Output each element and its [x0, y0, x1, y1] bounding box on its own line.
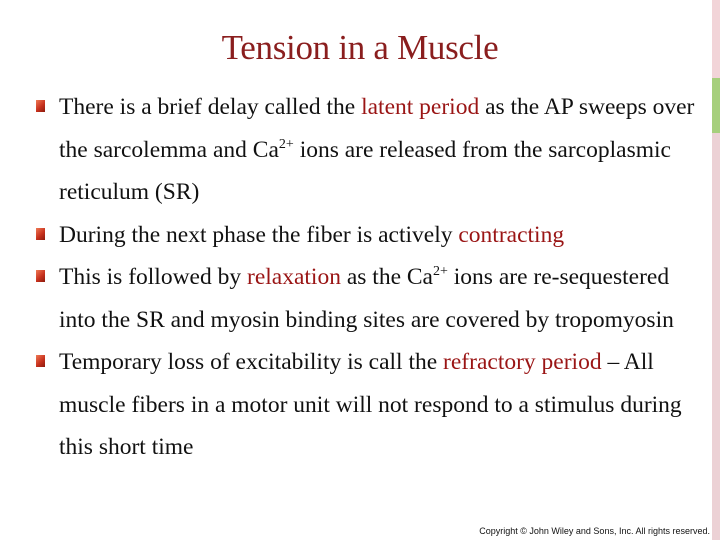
bullet-text: as the AP sweeps over the sarcolemma and Ca	[59, 94, 695, 163]
slide-title: Tension in a Muscle	[221, 28, 499, 67]
edge-accent-bottom	[712, 133, 720, 540]
copyright-footer: Copyright © John Wiley and Sons, Inc. All rights reserved.	[479, 526, 710, 536]
term-contracting: contracting	[458, 221, 565, 248]
term-refractory-period: refractory period	[443, 349, 602, 375]
bullet-latent-period	[36, 86, 706, 214]
superscript-charge: 2+	[278, 136, 294, 152]
bullet-relaxation	[36, 256, 706, 341]
bullet-text: – All muscle fibers in a motor unit will not respond to a stimulus during this short time	[59, 349, 682, 460]
edge-accent-green	[712, 78, 720, 133]
bullet-marker-icon	[36, 228, 45, 240]
bullet-contracting	[36, 214, 706, 257]
bullet-marker-icon	[36, 355, 45, 367]
bullet-refractory-period	[36, 341, 706, 469]
bullet-marker-icon	[36, 100, 45, 112]
bullet-text: During the next phase the fiber is actively	[59, 221, 459, 248]
bullet-text: Temporary loss of excitability is call the	[59, 349, 444, 375]
bullet-text: as the Ca	[340, 264, 433, 290]
bullet-list	[36, 86, 706, 469]
bullet-text: ions are released from the sarcoplasmic reticulum (SR)	[59, 136, 671, 205]
bullet-text: There is a brief delay called the	[59, 94, 362, 120]
superscript-charge: 2+	[432, 264, 448, 279]
bullet-text: This is followed by	[59, 264, 247, 290]
bullet-marker-icon	[36, 270, 45, 282]
bullet-text: ions are re-sequestered into the SR and myosin binding sites are covered by tropomyosin	[59, 264, 674, 333]
term-latent-period: latent period	[361, 94, 480, 120]
term-relaxation: relaxation	[247, 264, 341, 290]
